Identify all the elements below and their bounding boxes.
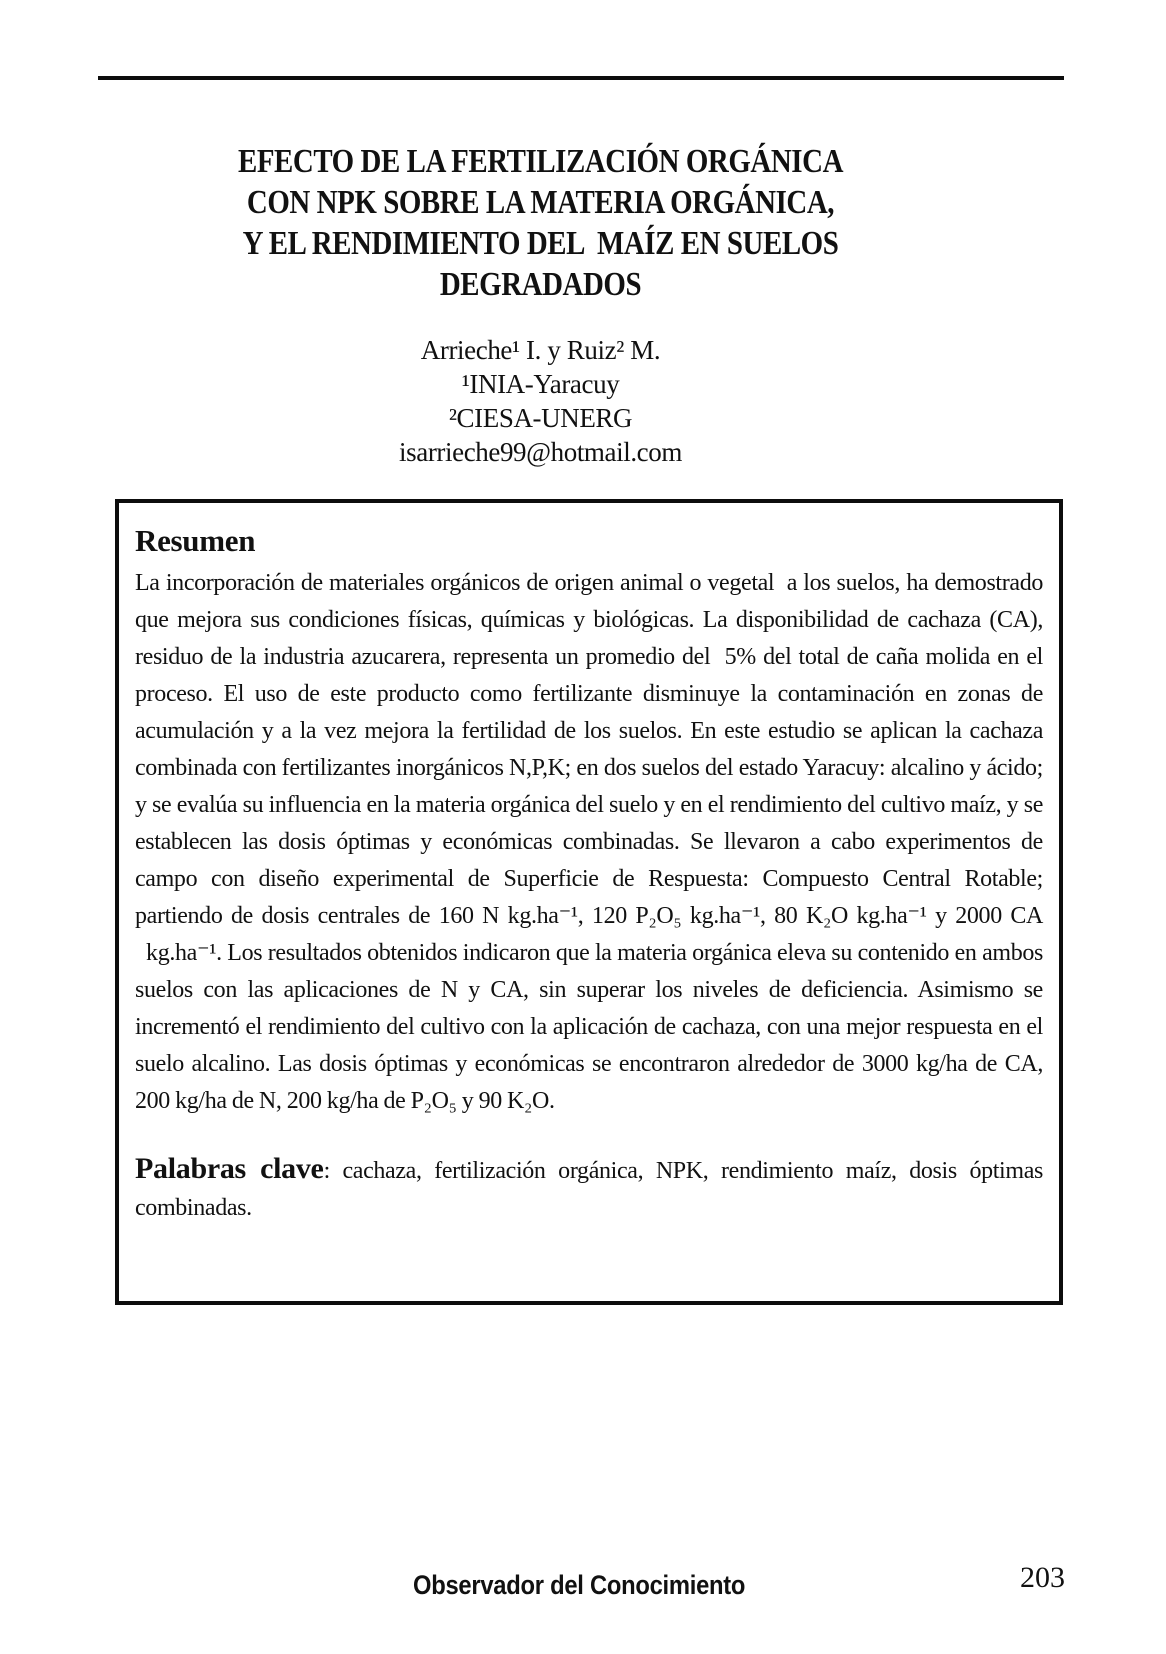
title-line-2: CON NPK SOBRE LA MATERIA ORGÁNICA,: [246, 184, 835, 221]
abstract-box: [115, 499, 1063, 1305]
header-rule: [98, 76, 1064, 80]
title-line-4: DEGRADADOS: [439, 266, 642, 303]
keywords-line: [135, 1150, 1043, 1227]
abstract-text: La incorporación de materiales orgánicos de origen animal o vegetal a los suelos, ha demostrado que mejora sus condiciones físicas, químicas y biológicas. La disponibilidad de cachaza (CA), residuo de la industria azucarera, representa un promedio del 5% del total de caña molida en el proceso. El uso de este producto como fertilizante disminuye la contaminación en zonas de acumulación y a la vez mejora la fertilidad de los suelos. En este estudio se aplican la cachaza combinada con fertilizantes inorgánicos N,P,K; en dos suelos del estado Yaracuy: alcalino y ácido; y se evalúa su influencia en la materia orgánica del suelo y en el rendimiento del cultivo maíz, y se establecen las dosis óptimas y económicas combinadas. Se llevaron a cabo experimentos de campo con diseño experimental de Superficie de Respuesta: Compuesto Central Rotable; partiendo de dosis centrales de 160 N kg.ha⁻¹, 120 P₂O₅ kg.ha⁻¹, 80 K₂O kg.ha⁻¹ y 2000 CA kg.ha⁻¹. Los resultados obtenidos indicaron que la materia orgánica eleva su contenido en ambos suelos con las aplicaciones de N y CA, sin superar los niveles de deficiencia. Asimismo se incrementó el rendimiento del cultivo con la aplicación de cachaza, con una mejor respuesta en el suelo alcalino. Las dosis óptimas y económicas se encontraron alrededor de 3000 kg/ha de CA, 200 kg/ha de N, 200 kg/ha de P₂O₅ y 90 K₂O.: [135, 570, 1043, 1114]
page-number: 203: [1020, 1561, 1065, 1594]
affiliation-1: ¹INIA-Yaracuy: [461, 369, 620, 399]
author-email: isarrieche99@hotmail.com: [399, 437, 682, 467]
keywords-text: : cachaza, fertilización orgánica, NPK, rendimiento maíz, dosis óptimas combinadas.: [135, 1158, 1043, 1221]
affiliation-2: ²CIESA-UNERG: [448, 403, 633, 433]
title-line-3: Y EL RENDIMIENTO DEL MAÍZ EN SUELOS: [242, 225, 839, 262]
abstract-heading: Resumen: [135, 523, 256, 558]
authors-line: Arrieche¹ I. y Ruiz² M.: [420, 335, 661, 365]
keywords-label: Palabras clave: [135, 1152, 324, 1185]
paper-title: [152, 141, 930, 305]
journal-name: Observador del Conocimiento: [413, 1570, 746, 1600]
title-line-1: EFECTO DE LA FERTILIZACIÓN ORGÁNICA: [237, 143, 844, 180]
author-block: [83, 333, 998, 469]
